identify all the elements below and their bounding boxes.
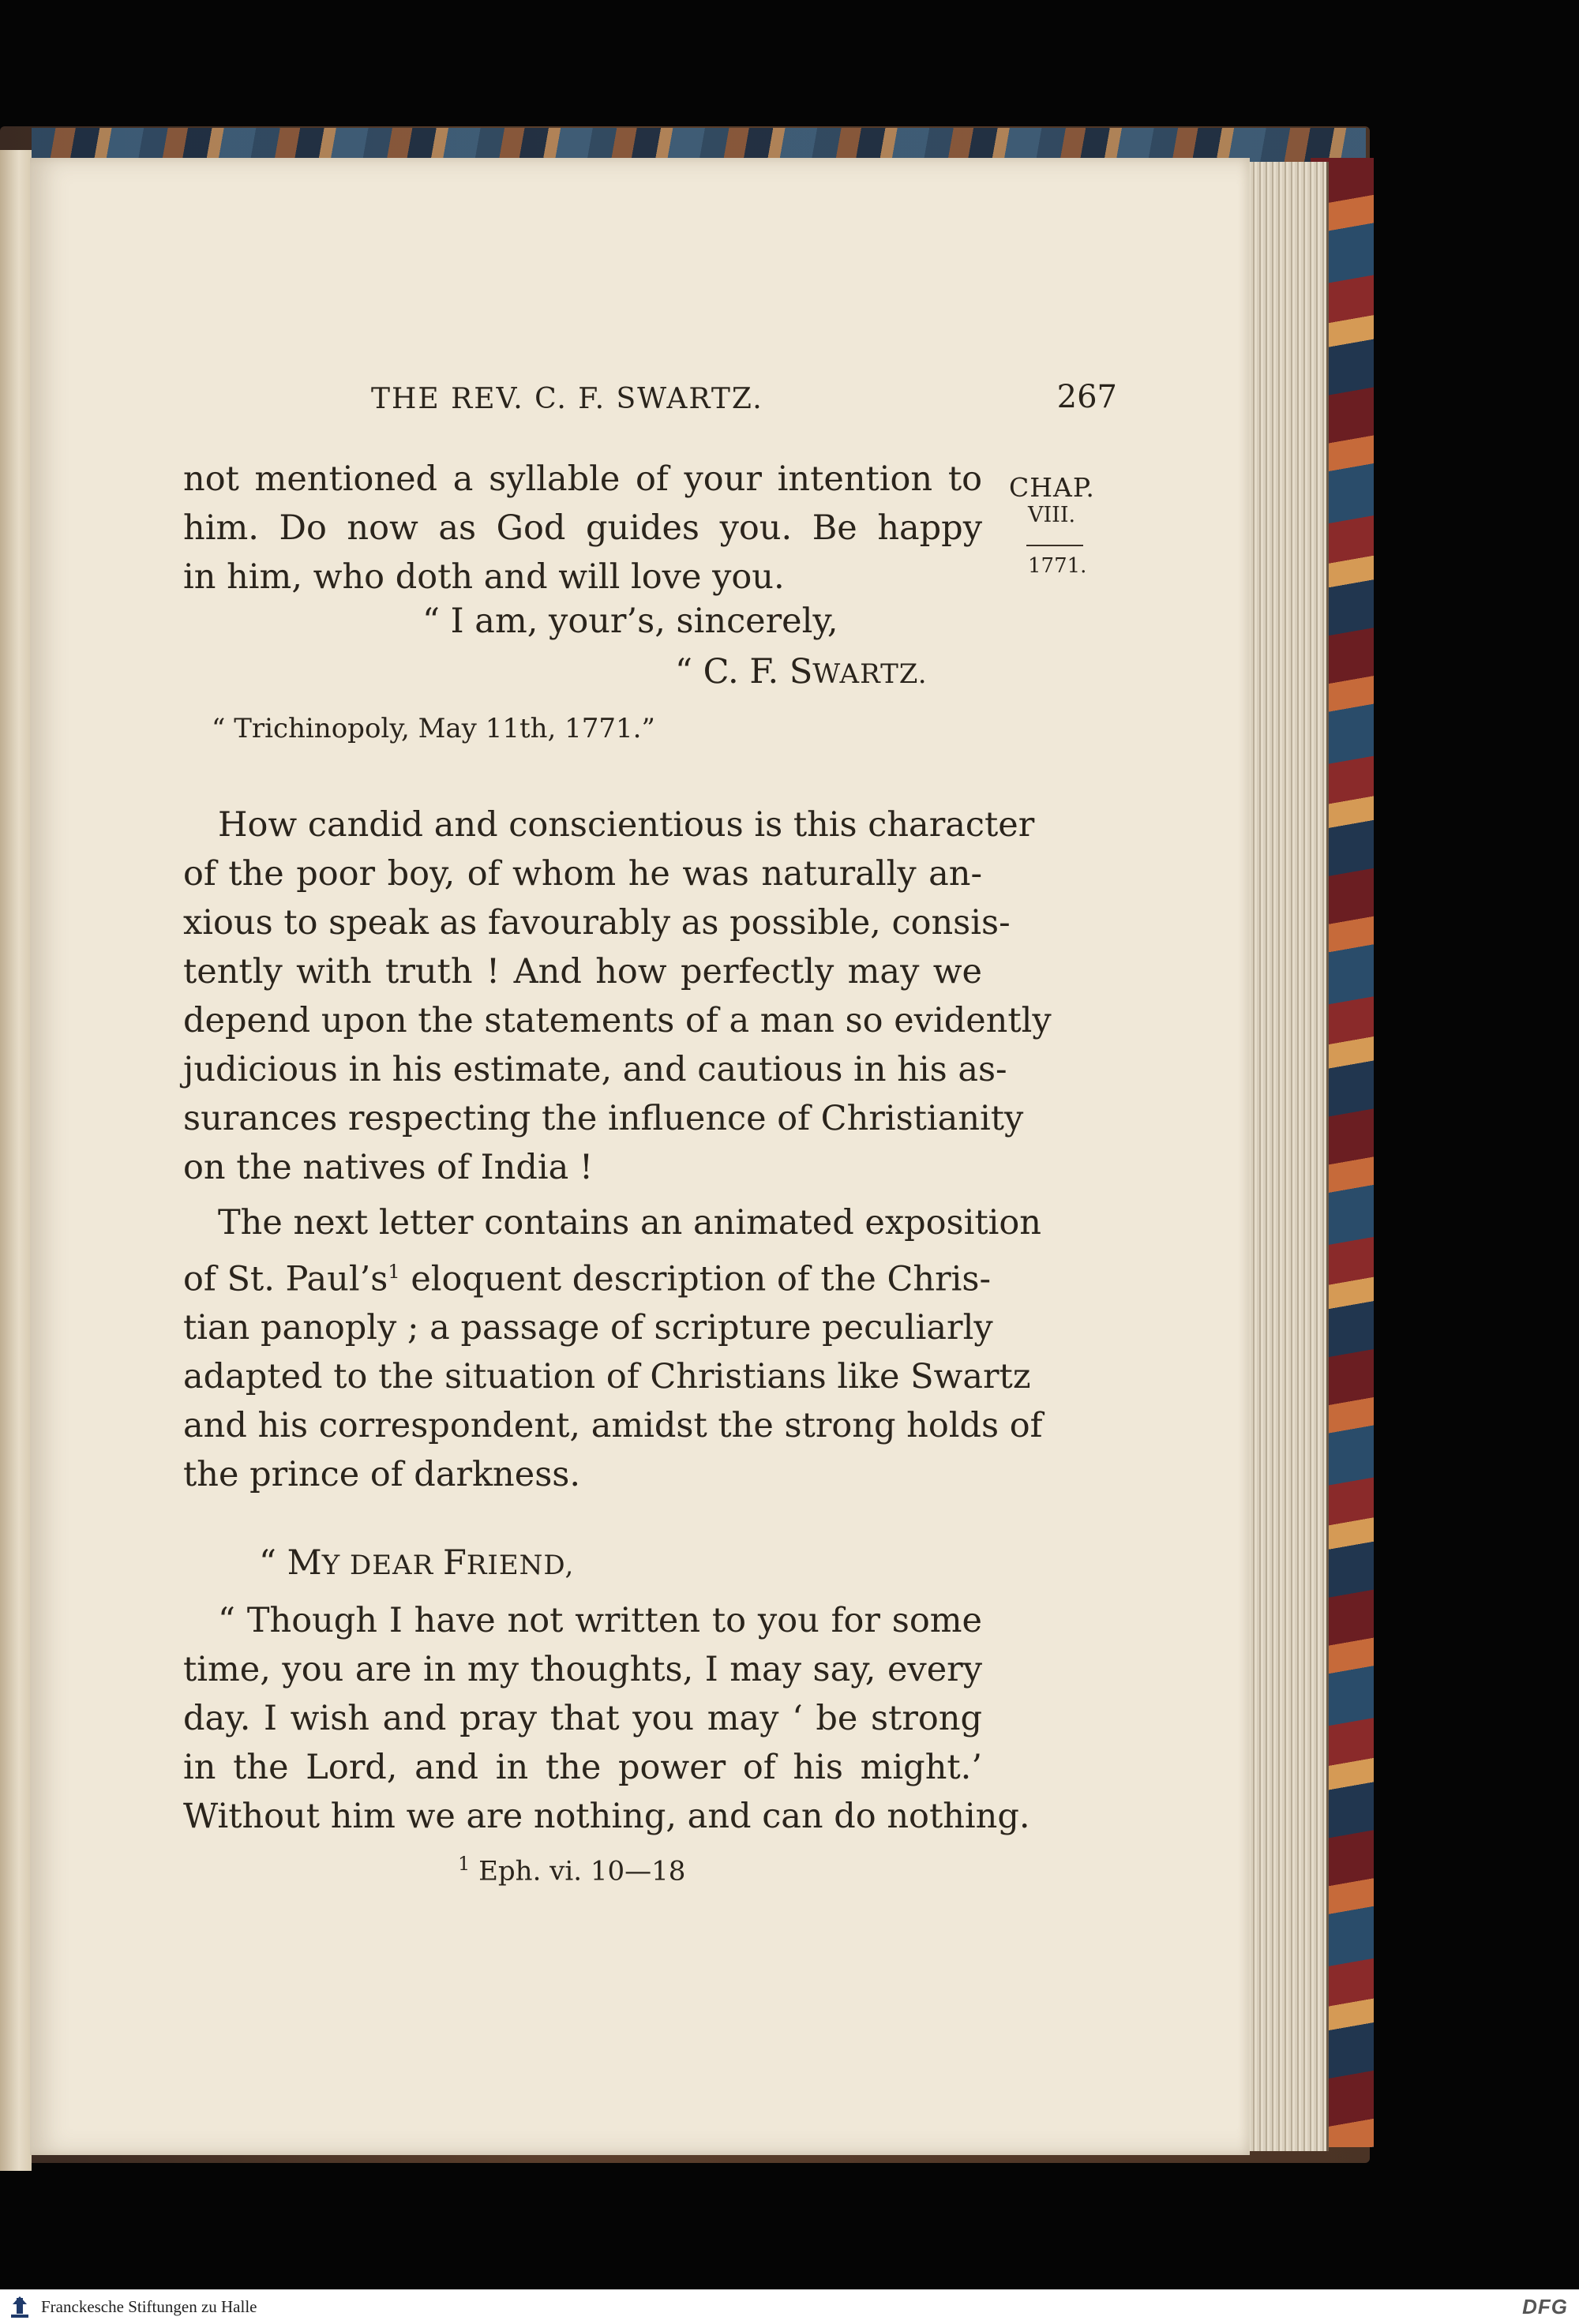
text-line: of St. $Paul’s^1$ eloquent description of the Chris- [183,1259,992,1299]
text-line: and his correspondent, amidst the strong holds of [183,1406,1043,1446]
signature-initials: “ C. F. S [675,652,813,692]
salutation: “ MY DEAR FRIEND, [259,1543,575,1583]
text-line: time, you are in my thoughts, I may say, every [183,1650,982,1689]
text-line: in the Lord, and in the power of his might.’ [183,1748,982,1787]
dfg-logo[interactable]: DFG [1522,2295,1568,2318]
text-line: not mentioned a syllable of your intention to [183,459,982,499]
paragraph-letter-start [183,1596,1030,1841]
text-line: on the natives of India ! [183,1148,594,1187]
margin-chapter-number: VIII. [1028,503,1076,527]
footnote-text: Eph. vi. 10—18 [470,1855,686,1887]
text-line: depend upon the statements of a man so evidently [183,1001,1052,1040]
margin-year: 1771. [1028,554,1087,578]
page-number: 267 [1056,379,1117,415]
footnote-marker: 1 [388,1261,400,1283]
text-line: him. Do now as God guides you. Be happy [183,508,982,548]
text-line: surances respecting the influence of Christianity [183,1099,1024,1138]
text-line: adapted to the situation of Christians like Swartz [183,1357,1031,1397]
text-line: tian panoply ; a passage of scripture peculiarly [183,1308,993,1348]
text-line: in him, who doth and will love you. [183,557,785,597]
footnote-number: 1 [458,1853,471,1875]
library-logo-icon[interactable] [8,2295,32,2320]
library-name[interactable]: Franckesche Stiftungen zu Halle [41,2297,257,2316]
paragraph-next-letter [183,1198,1043,1499]
signature [675,652,928,692]
viewer-footer-bar [0,2289,1579,2324]
text-line: the prince of darkness. [183,1455,581,1495]
paragraph-commentary [183,800,1052,1192]
text-line: judicious in his estimate, and cautious in his as- [183,1050,1007,1089]
text-line: The next letter contains an animated exposition [218,1203,1041,1243]
valediction: “ I am, your’s, sincerely, [422,602,838,641]
text-line: Without him we are nothing, and can do nothing. [183,1797,1030,1836]
paragraph-letter-end [183,455,982,602]
text-line: of the poor boy, of whom he was naturally an- [183,854,982,894]
footnote [458,1853,685,1887]
text-line: How candid and conscientious is this character [218,805,1035,845]
margin-chapter-label: CHAP. [1009,472,1095,503]
place-date: “ Trichinopoly, May 11th, 1771.” [212,713,655,744]
text-line: “ Though I have not written to you for some [218,1601,982,1640]
text-line: day. I wish and pray that you may ‘ be strong [183,1699,982,1738]
facing-page-edge [0,150,32,2171]
running-head: THE REV. C. F. SWARTZ. [371,383,763,415]
signature-surname: WARTZ. [812,658,928,690]
text-line: tently with truth ! And how perfectly may we [183,952,982,991]
text-line: xious to speak as favourably as possible, consis- [183,903,1011,943]
margin-rule [1026,545,1083,546]
